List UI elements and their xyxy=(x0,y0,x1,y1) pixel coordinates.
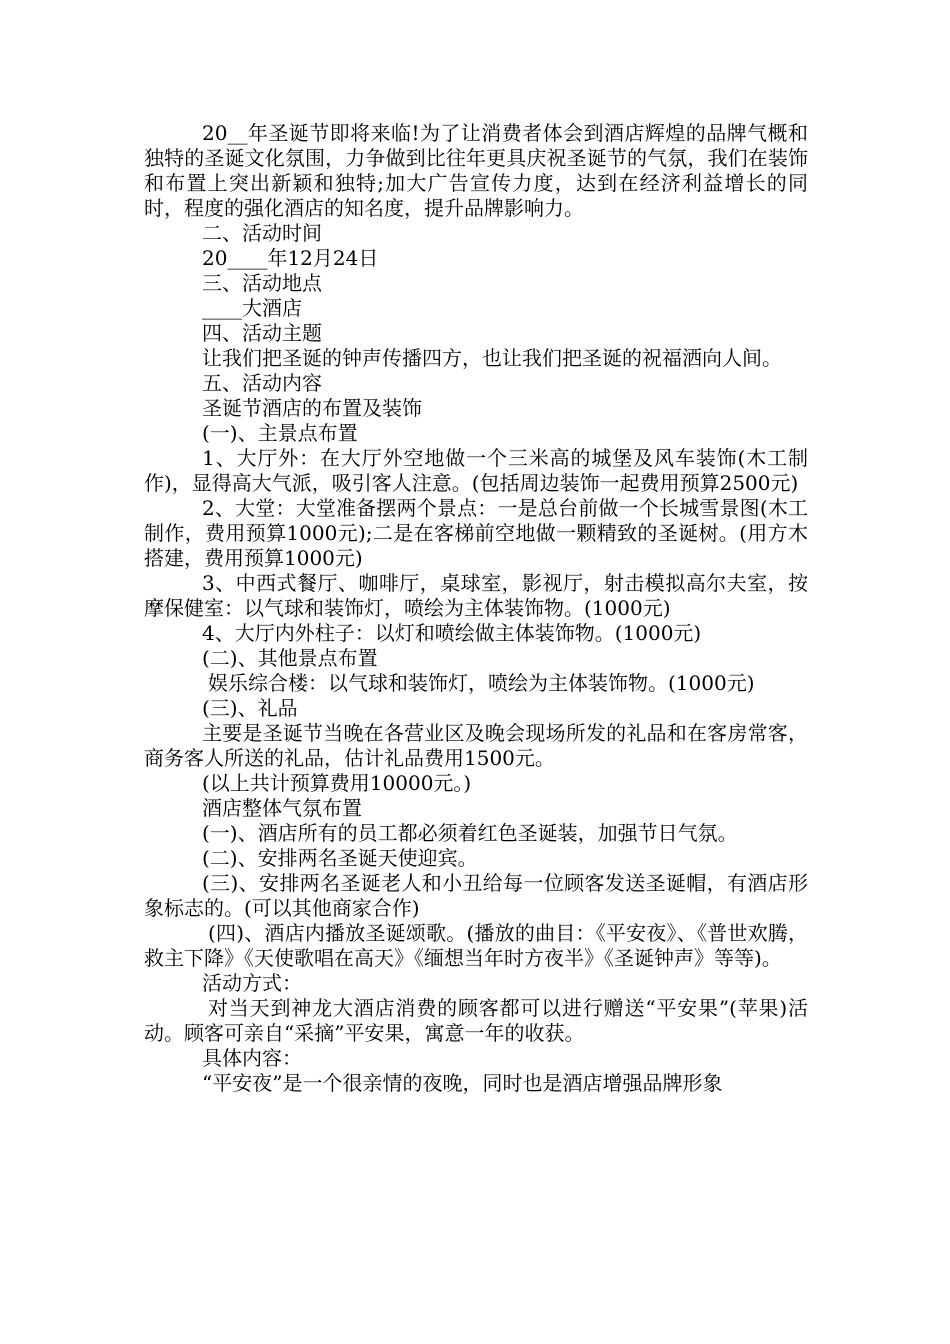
item-entertainment-building: 娱乐综合楼：以气球和装饰灯，喷绘为主体装饰物。(1000元) xyxy=(208,671,755,695)
event-date: 20____年12月24日 xyxy=(202,246,379,270)
event-location: ____大酒店 xyxy=(202,296,302,320)
intro-paragraph: 20__年圣诞节即将来临!为了让消费者体会到酒店辉煌的品牌气概和独特的圣诞文化氛围，力争做到比往年更具庆祝圣诞节的气氛，我们在装饰和布置上突出新颖和独特;加大广告宣传力度，达到在经济利益增长的同时，程度的强化酒店的知名度，提升品牌影响力。 xyxy=(144,121,808,220)
subheading-other-spots: (二)、其他景点布置 xyxy=(202,646,378,670)
atmosphere-item-3: (三)、安排两名圣诞老人和小丑给每一位顾客发送圣诞帽，有酒店形象标志的。(可以其他商家合作) xyxy=(144,871,808,920)
subheading-main-spots: (一)、主景点布置 xyxy=(202,421,358,445)
subheading-activity-method: 活动方式： xyxy=(202,971,302,995)
gifts-paragraph: 主要是圣诞节当晚在各营业区及晚会现场所发的礼品和在客房常客，商务客人所送的礼品，估计礼品费用1500元。 xyxy=(144,721,808,770)
item-pillars: 4、大厅内外柱子：以灯和喷绘做主体装饰物。(1000元) xyxy=(202,621,702,645)
section-heading-location: 三、活动地点 xyxy=(202,271,322,295)
item-lobby: 2、大堂：大堂准备摆两个景点：一是总台前做一个长城雪景图(木工制作，费用预算1000元);二是在客梯前空地做一颗精致的圣诞树。(用方木搭建，费用预算1000元) xyxy=(144,496,808,570)
subheading-gifts: (三)、礼品 xyxy=(202,696,298,720)
details-paragraph: “平安夜”是一个很亲情的夜晚，同时也是酒店增强品牌形象 xyxy=(202,1071,723,1095)
activity-method-paragraph: 对当天到神龙大酒店消费的顾客都可以进行赠送“平安果”(苹果)活动。顾客可亲自“采摘”平安果，寓意一年的收获。 xyxy=(144,996,808,1045)
item-restaurants: 3、中西式餐厅、咖啡厅，桌球室，影视厅，射击模拟高尔夫室，按摩保健室：以气球和装饰灯，喷绘为主体装饰物。(1000元) xyxy=(144,571,808,620)
event-theme: 让我们把圣诞的钟声传播四方，也让我们把圣诞的祝福洒向人间。 xyxy=(202,346,782,370)
subheading-details: 具体内容： xyxy=(202,1046,302,1070)
section-heading-content: 五、活动内容 xyxy=(202,371,322,395)
section-heading-time: 二、活动时间 xyxy=(202,221,322,245)
atmosphere-item-2: (二)、安排两名圣诞天使迎宾。 xyxy=(202,846,478,870)
subheading-atmosphere: 酒店整体气氛布置 xyxy=(202,796,362,820)
subheading-decoration: 圣诞节酒店的布置及装饰 xyxy=(202,396,422,420)
item-lobby-exterior: 1、大厅外：在大厅外空地做一个三米高的城堡及风车装饰(木工制作)，显得高大气派，吸引客人注意。(包括周边装饰一起费用预算2500元) xyxy=(144,446,808,495)
budget-total: (以上共计预算费用10000元。) xyxy=(202,771,472,795)
section-heading-theme: 四、活动主题 xyxy=(202,321,322,345)
atmosphere-item-1: (一)、酒店所有的员工都必须着红色圣诞装，加强节日气氛。 xyxy=(202,821,738,845)
document-body xyxy=(144,121,808,1096)
atmosphere-item-4: (四)、酒店内播放圣诞颂歌。(播放的曲目：《平安夜》、《普世欢腾，救主下降》《天使歌唱在高天》《缅想当年时方夜半》《圣诞钟声》等等)。 xyxy=(144,921,808,970)
